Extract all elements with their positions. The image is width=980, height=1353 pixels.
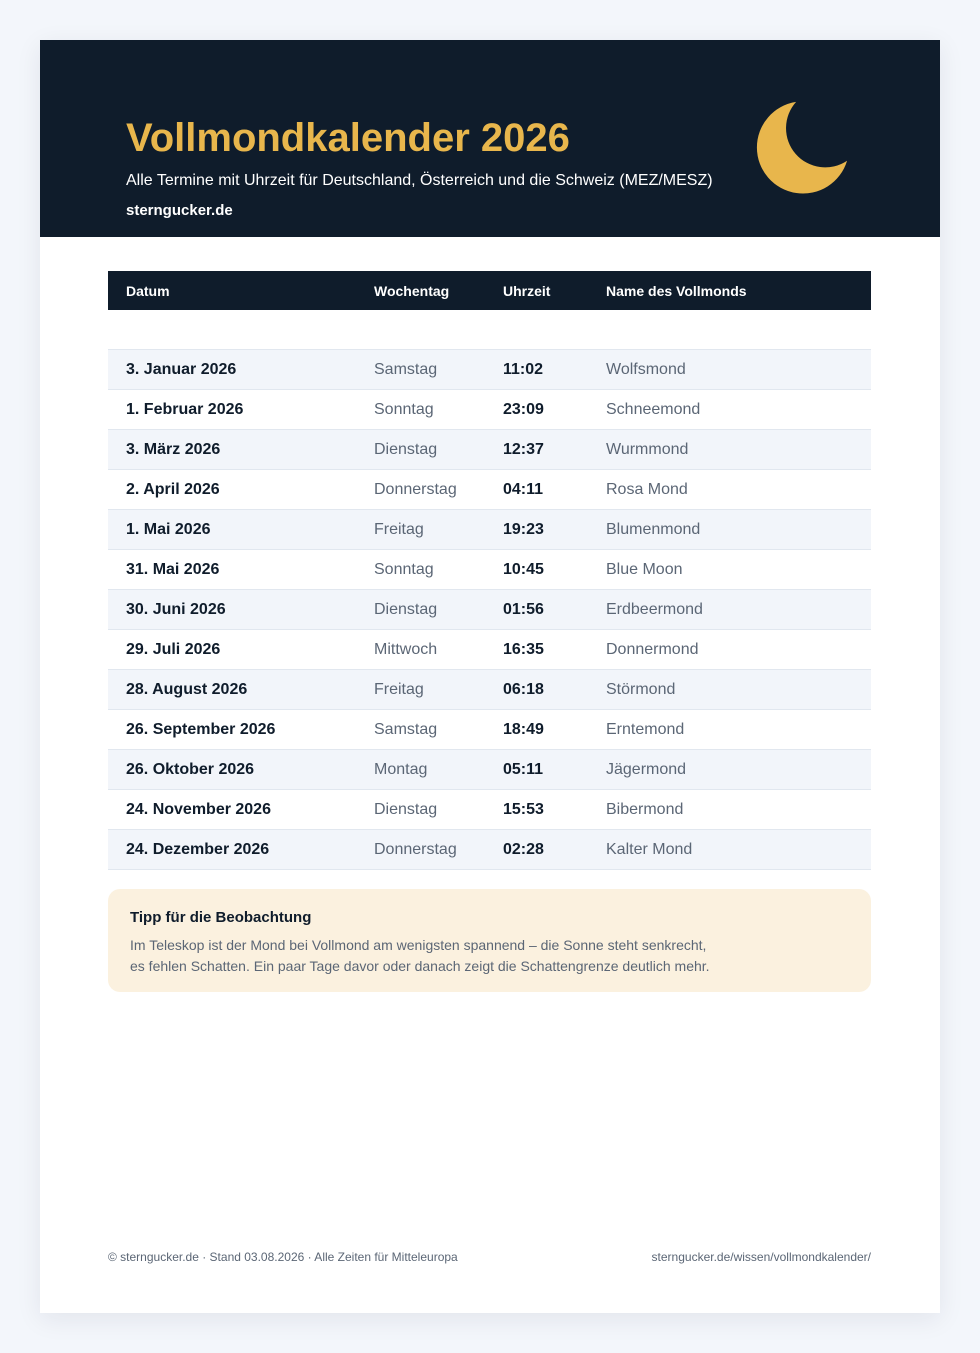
- weekday-cell: Sonntag: [374, 550, 503, 590]
- weekday-cell: Freitag: [374, 510, 503, 550]
- weekday-cell: Freitag: [374, 670, 503, 710]
- footer-url: sterngucker.de/wissen/vollmondkalender/: [651, 1250, 871, 1264]
- table-row: [108, 350, 871, 390]
- observation-tip-box: [108, 889, 871, 992]
- time-cell: 10:45: [503, 550, 606, 590]
- moon-name-cell: Wolfsmond: [606, 350, 871, 390]
- time-cell: 11:02: [503, 350, 606, 390]
- date-cell: 29. Juli 2026: [108, 630, 374, 670]
- moon-name-cell: Kalter Mond: [606, 830, 871, 870]
- date-cell: 3. Januar 2026: [108, 350, 374, 390]
- table-row: [108, 750, 871, 790]
- time-cell: 06:18: [503, 670, 606, 710]
- page: [40, 40, 940, 1313]
- table-row: [108, 630, 871, 670]
- tip-title: Tipp für die Beobachtung: [130, 909, 312, 926]
- table-row: [108, 710, 871, 750]
- table-row: [108, 430, 871, 470]
- moon-name-cell: Wurmmond: [606, 430, 871, 470]
- table-row: [108, 590, 871, 630]
- moon-name-cell: Jägermond: [606, 750, 871, 790]
- time-cell: 18:49: [503, 710, 606, 750]
- weekday-cell: Montag: [374, 750, 503, 790]
- moon-name-cell: Rosa Mond: [606, 470, 871, 510]
- date-cell: 30. Juni 2026: [108, 590, 374, 630]
- tip-text-line-1: Im Teleskop ist der Mond bei Vollmond am wenigsten spannend – die Sonne steht senkrecht,: [130, 937, 707, 953]
- time-cell: 15:53: [503, 790, 606, 830]
- time-cell: 05:11: [503, 750, 606, 790]
- date-cell: 1. Mai 2026: [108, 510, 374, 550]
- column-header-weekday: Wochentag: [374, 271, 503, 310]
- weekday-cell: Sonntag: [374, 390, 503, 430]
- weekday-cell: Dienstag: [374, 430, 503, 470]
- table-row: [108, 510, 871, 550]
- table-row: [108, 670, 871, 710]
- date-cell: 24. November 2026: [108, 790, 374, 830]
- date-cell: 2. April 2026: [108, 470, 374, 510]
- time-cell: 01:56: [503, 590, 606, 630]
- tip-text: [130, 935, 750, 977]
- table-spacer: [108, 310, 871, 350]
- time-cell: 16:35: [503, 630, 606, 670]
- time-cell: 04:11: [503, 470, 606, 510]
- moon-name-cell: Bibermond: [606, 790, 871, 830]
- time-cell: 19:23: [503, 510, 606, 550]
- table-row: [108, 790, 871, 830]
- header-banner: [40, 40, 940, 237]
- time-cell: 02:28: [503, 830, 606, 870]
- footer-copyright: © sterngucker.de · Stand 03.08.2026 · Alle Zeiten für Mitteleuropa: [108, 1250, 458, 1264]
- moon-name-cell: Donnermond: [606, 630, 871, 670]
- column-header-time: Uhrzeit: [503, 271, 606, 310]
- column-header-moon-name: Name des Vollmonds: [606, 271, 871, 310]
- full-moon-table: [108, 271, 871, 870]
- weekday-cell: Mittwoch: [374, 630, 503, 670]
- page-subtitle: Alle Termine mit Uhrzeit für Deutschland, Österreich und die Schweiz (MEZ/MESZ): [126, 172, 713, 189]
- moon-name-cell: Blumenmond: [606, 510, 871, 550]
- time-cell: 12:37: [503, 430, 606, 470]
- moon-name-cell: Schneemond: [606, 390, 871, 430]
- page-title: Vollmondkalender 2026: [126, 116, 570, 160]
- table-row: [108, 830, 871, 870]
- table-row: [108, 470, 871, 510]
- date-cell: 3. März 2026: [108, 430, 374, 470]
- table-header-row: [108, 271, 871, 310]
- weekday-cell: Samstag: [374, 710, 503, 750]
- tip-text-line-2: es fehlen Schatten. Ein paar Tage davor oder danach zeigt die Schattengrenze deutlich mehr.: [130, 958, 710, 974]
- weekday-cell: Dienstag: [374, 790, 503, 830]
- weekday-cell: Donnerstag: [374, 470, 503, 510]
- weekday-cell: Dienstag: [374, 590, 503, 630]
- date-cell: 28. August 2026: [108, 670, 374, 710]
- date-cell: 26. Oktober 2026: [108, 750, 374, 790]
- table-row: [108, 390, 871, 430]
- site-name: sterngucker.de: [126, 202, 233, 219]
- moon-name-cell: Blue Moon: [606, 550, 871, 590]
- weekday-cell: Samstag: [374, 350, 503, 390]
- date-cell: 26. September 2026: [108, 710, 374, 750]
- weekday-cell: Donnerstag: [374, 830, 503, 870]
- date-cell: 31. Mai 2026: [108, 550, 374, 590]
- moon-name-cell: Erdbeermond: [606, 590, 871, 630]
- moon-name-cell: Störmond: [606, 670, 871, 710]
- moon-name-cell: Erntemond: [606, 710, 871, 750]
- crescent-moon-icon: [753, 98, 851, 196]
- date-cell: 1. Februar 2026: [108, 390, 374, 430]
- column-header-date: Datum: [108, 271, 374, 310]
- time-cell: 23:09: [503, 390, 606, 430]
- date-cell: 24. Dezember 2026: [108, 830, 374, 870]
- table-row: [108, 550, 871, 590]
